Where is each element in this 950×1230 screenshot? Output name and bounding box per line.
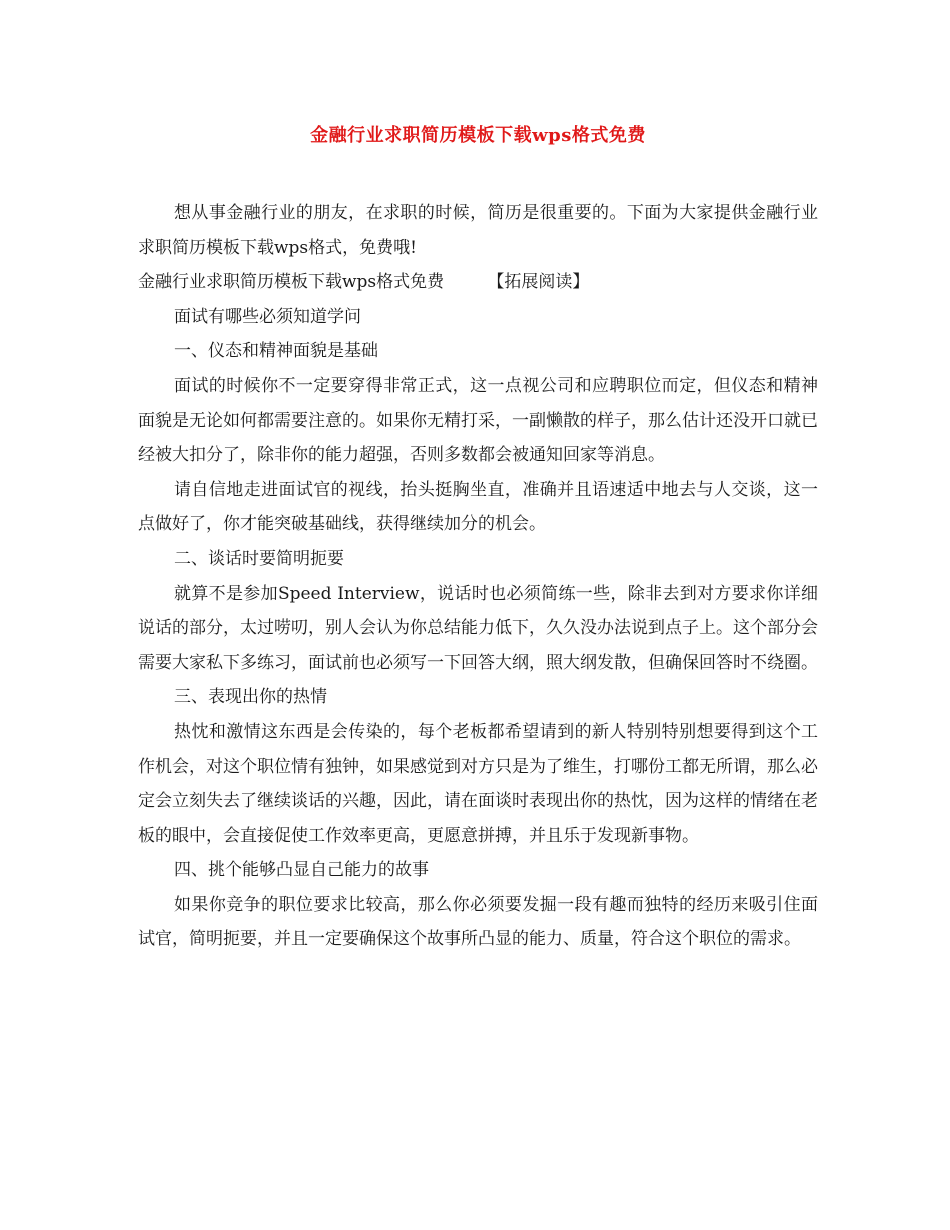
paragraph: 请自信地走进面试官的视线，抬头挺胸坐直，准确并且语速适中地去与人交谈，这一点做好了，你才能突破基础线，获得继续加分的机会。 [138,479,818,535]
related-article-title: 金融行业求职简历模板下载wps格式免费 [138,272,445,293]
paragraph: 热忱和激情这东西是会传染的，每个老板都希望请到的新人特别特别想要得到这个工作机会，对这个职位情有独钟，如果感觉到对方只是为了维生，打哪份工都无所谓，那么必定会立刻失去了继续谈话的兴趣，因此，请在面谈时表现出你的热忱，因为这样的情绪在老板的眼中，会直接促使工作效率更高，更愿意拼搏，并且乐于发现新事物。 [138,721,818,846]
subsection-heading-3: 三、表现出你的热情 [174,687,327,708]
document-page [138,120,818,957]
subsection-heading-2: 二、谈话时要简明扼要 [174,548,344,569]
intro-paragraph: 想从事金融行业的朋友，在求职的时候，简历是很重要的。下面为大家提供金融行业求职简历模板下载wps格式，免费哦! [138,203,818,258]
document-body [138,196,818,957]
section-heading: 面试有哪些必须知道学问 [174,306,361,327]
related-link-line [138,265,818,300]
extended-reading-link[interactable]: 【拓展阅读】 [487,272,590,293]
paragraph: 就算不是参加Speed Interview，说话时也必须简练一些，除非去到对方要求你详细说话的部分，太过唠叨，别人会认为你总结能力低下，久久没办法说到点子上。这个部分会需要大家私下多练习，面试前也必须写一下回答大纲，照大纲发散，但确保回答时不绕圈。 [138,583,818,673]
subsection-heading-1: 一、仪态和精神面貌是基础 [174,341,378,362]
document-title: 金融行业求职简历模板下载wps格式免费 [310,125,646,146]
paragraph: 如果你竞争的职位要求比较高，那么你必须要发掘一段有趣而独特的经历来吸引住面试官，简明扼要，并且一定要确保这个故事所凸显的能力、质量，符合这个职位的需求。 [138,894,818,950]
paragraph: 面试的时候你不一定要穿得非常正式，这一点视公司和应聘职位而定，但仪态和精神面貌是无论如何都需要注意的。如果你无精打采，一副懒散的样子，那么估计还没开口就已经被大扣分了，除非你的能力超强，否则多数都会被通知回家等消息。 [138,375,818,466]
subsection-heading-4: 四、挑个能够凸显自己能力的故事 [174,860,429,881]
